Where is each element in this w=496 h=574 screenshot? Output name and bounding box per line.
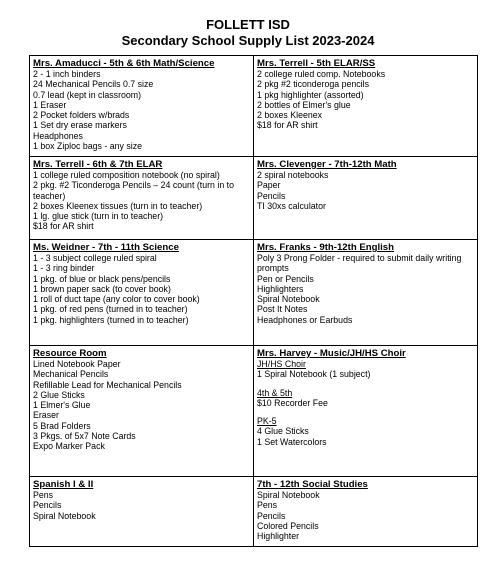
list-item: Highlighter [257, 531, 300, 542]
cell-harvey [254, 346, 478, 477]
list-item: Headphones or Earbuds [257, 314, 353, 325]
list-item: Pencils [257, 190, 286, 201]
cell-terrell-6th-7th [30, 157, 254, 240]
list-item: Mechanical Pencils [33, 369, 109, 380]
cell-heading: Resource Room [33, 348, 107, 359]
list-item: Spiral Notebook [257, 294, 320, 305]
list-item: Pencils [257, 510, 286, 521]
list-item: 4 Glue Sticks [257, 426, 309, 437]
item-list [33, 253, 250, 325]
list-item: 1 Eraser [33, 99, 67, 110]
list-item: 2 Glue Sticks [33, 389, 85, 400]
cell-amaducci [30, 56, 254, 157]
list-item: 1 - 3 subject college ruled spiral [33, 253, 157, 263]
list-item: 2 bottles of Elmer's glue [257, 99, 351, 110]
list-item: Poly 3 Prong Folder - required to submit daily writing prompts [257, 253, 462, 274]
item-list [257, 253, 474, 325]
group-spacer [257, 380, 474, 388]
item-list [257, 170, 474, 211]
group-label: JH/HS Choir [257, 359, 306, 369]
list-item: Highlighters [257, 283, 304, 294]
cell-heading: Mrs. Franks - 9th-12th English [257, 242, 395, 253]
list-item: 0.7 lead (kept in classroom) [33, 89, 142, 100]
group-spacer [257, 408, 474, 416]
cell-heading: 7th - 12th Social Studies [257, 479, 368, 490]
list-item: 1 brown paper sack (to cover book) [33, 283, 171, 294]
list-item: 1 pkg. of red pens (turned in to teacher) [33, 304, 188, 315]
list-item: Spiral Notebook [257, 490, 320, 500]
cell-heading: Mrs. Harvey - Music/JH/HS Choir [257, 348, 406, 359]
list-item: 1 box Ziploc bags - any size [33, 141, 143, 152]
cell-spanish [30, 477, 254, 547]
list-item: 2 college ruled comp. Notebooks [257, 69, 386, 79]
list-item: 2 boxes Kleenex [257, 110, 323, 121]
list-item: 2 - 1 inch binders [33, 69, 101, 79]
group-label: 4th & 5th [257, 387, 293, 398]
list-item: Spiral Notebook [33, 510, 96, 521]
list-item: Pen or Pencils [257, 273, 314, 284]
list-item: 1 Set dry erase markers [33, 120, 127, 131]
list-item: Post It Notes [257, 304, 308, 315]
list-item: Paper [257, 180, 281, 191]
document-subtitle: Secondary School Supply List 2023-2024 [121, 33, 375, 48]
cell-weidner [30, 240, 254, 346]
list-item: Pens [257, 500, 278, 511]
list-item: 1 roll of duct tape (any color to cover book) [33, 294, 200, 305]
list-item: 2 Pocket folders w/brads [33, 110, 130, 121]
item-list [33, 69, 250, 151]
list-item: Pencils [33, 500, 62, 511]
list-item: Pens [33, 490, 54, 500]
item-list [33, 490, 250, 521]
group-label: PK-5 [257, 416, 277, 427]
list-item: $18 for AR shirt [33, 221, 94, 232]
list-item: TI 30xs calculator [257, 200, 326, 211]
cell-heading: Ms. Weidner - 7th - 11th Science [33, 242, 179, 253]
item-list [33, 170, 250, 232]
list-item: 1 Set Watercolors [257, 436, 327, 447]
list-item: Lined Notebook Paper [33, 359, 121, 369]
supply-list-table [29, 55, 478, 547]
list-item: 2 spiral notebooks [257, 170, 329, 180]
list-item: 1 college ruled composition notebook (no spiral) [33, 170, 220, 180]
list-item: Eraser [33, 410, 59, 421]
list-item: 24 Mechanical Pencils 0.7 size [33, 79, 154, 90]
list-item: 2 boxes Kleenex tissues (turn in to teacher) [33, 200, 203, 211]
grouped-item-list [257, 359, 474, 447]
cell-heading: Spanish I & II [33, 479, 94, 490]
list-item: Headphones [33, 130, 83, 141]
list-item: Colored Pencils [257, 520, 319, 531]
cell-terrell-5th [254, 56, 478, 157]
list-item: 1 pkg. of blue or black pens/pencils [33, 273, 171, 284]
list-item: $10 Recorder Fee [257, 397, 328, 408]
cell-resource-room [30, 346, 254, 477]
list-item: $18 for AR shirt [257, 120, 318, 131]
list-item: 2 pkg #2 ticonderoga pencils [257, 79, 369, 90]
cell-clevenger [254, 157, 478, 240]
list-item: 1 pkg. highlighters (turned in to teacher) [33, 314, 189, 325]
cell-franks [254, 240, 478, 346]
list-item: Refillable Lead for Mechanical Pencils [33, 379, 182, 390]
cell-heading: Mrs. Clevenger - 7th-12th Math [257, 159, 397, 170]
list-item: Expo Marker Pack [33, 441, 105, 452]
cell-heading: Mrs. Amaducci - 5th & 6th Math/Science [33, 58, 215, 69]
list-item: 1 Spiral Notebook (1 subject) [257, 369, 371, 380]
list-item: 1 pkg highlighter (assorted) [257, 89, 364, 100]
item-list [257, 490, 474, 541]
cell-social-studies [254, 477, 478, 547]
document-title: FOLLETT ISD [206, 17, 290, 32]
list-item: 2 pkg. #2 Ticonderoga Pencils – 24 count (turn in to teacher) [33, 180, 234, 201]
item-list [33, 359, 250, 452]
list-item: 5 Brad Folders [33, 420, 91, 431]
list-item: 3 Pkgs. of 5x7 Note Cards [33, 431, 136, 442]
item-list [257, 69, 474, 131]
list-item: 1 Elmer's Glue [33, 400, 91, 411]
cell-heading: Mrs. Terrell - 6th & 7th ELAR [33, 159, 163, 170]
list-item: 1 lg. glue stick (turn in to teacher) [33, 211, 164, 222]
list-item: 1 - 3 ring binder [33, 263, 95, 274]
cell-heading: Mrs. Terrell - 5th ELAR/SS [257, 58, 376, 69]
